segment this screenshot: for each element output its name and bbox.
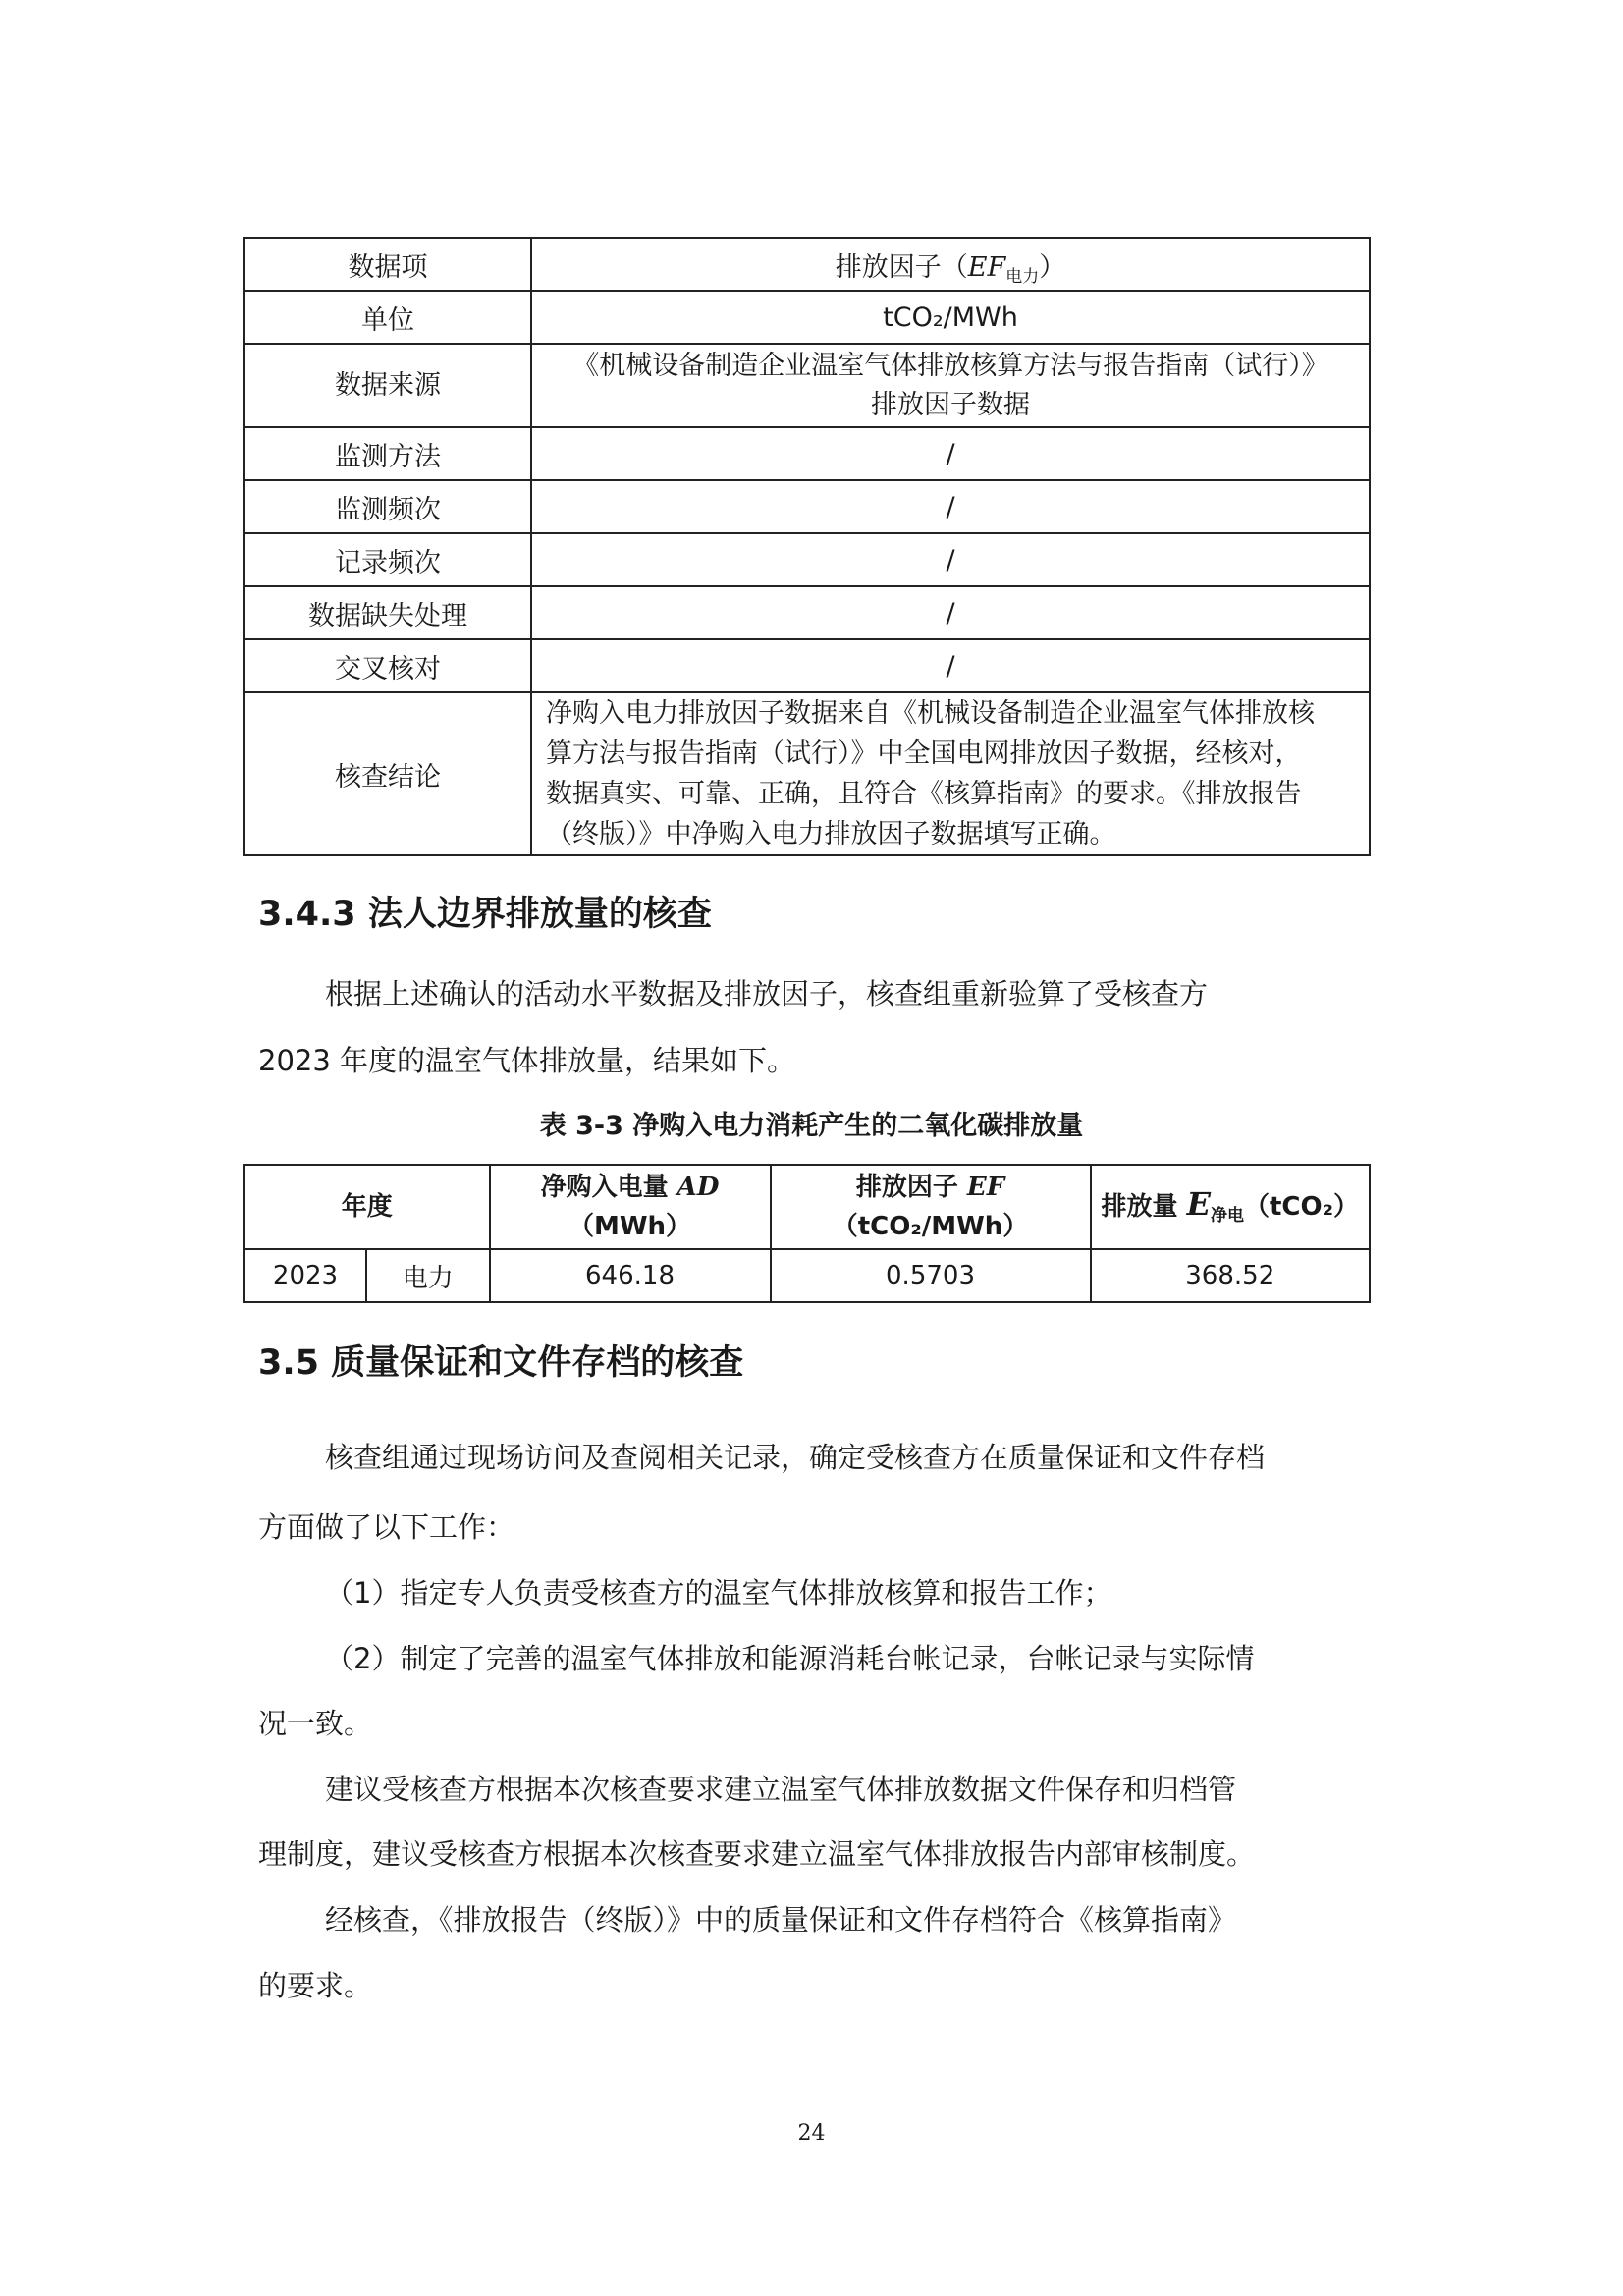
row-label: 数据项 [244, 238, 531, 291]
row-value: / [531, 480, 1370, 533]
cell-year: 2023 [244, 1249, 366, 1302]
conclusion-text: 净购入电力排放因子数据来自《机械设备制造企业温室气体排放核 算方法与报告指南（试行）》中全国电网排放因子数据，经核对， 数据真实、可靠、正确，且符合《核算指南》的要求。《排放报告 （终版）》中净购入电力排放因子数据填写正确。 [531, 692, 1370, 855]
row-label: 核查结论 [244, 692, 531, 855]
paragraph-line: 经核查，《排放报告（终版）》中的质量保证和文件存档符合《核算指南》 [325, 1903, 1237, 1937]
header-ef: 排放因子 EF （tCO₂/MWh） [771, 1165, 1091, 1249]
table-row [244, 692, 1370, 855]
row-value: 《机械设备制造企业温室气体排放核算方法与报告指南（试行）》 排放因子数据 [531, 344, 1370, 427]
table-row [244, 586, 1370, 639]
cell-ad: 646.18 [490, 1249, 771, 1302]
section-heading-3-5: 3.5 质量保证和文件存档的核查 [258, 1343, 744, 1383]
row-value: 排放因子$(EF_{电力})$ [531, 238, 1370, 291]
table-row [244, 1249, 1370, 1302]
header-ad: 净购入电量 AD （MWh） [490, 1165, 771, 1249]
row-label: 数据来源 [244, 344, 531, 427]
paragraph-line: 根据上述确认的活动水平数据及排放因子，核查组重新验算了受核查方 [325, 977, 1209, 1011]
emission-factor-table [243, 237, 1371, 856]
table-row [244, 344, 1370, 427]
paragraph-line: 理制度，建议受核查方根据本次核查要求建立温室气体排放报告内部审核制度。 [258, 1837, 1256, 1871]
paragraph-line: 2023 年度的温室气体排放量，结果如下。 [258, 1044, 796, 1077]
table-row [244, 533, 1370, 586]
table-row [244, 427, 1370, 480]
section-heading-3-4-3: 3.4.3 法人边界排放量的核查 [258, 895, 712, 934]
row-label: 交叉核对 [244, 639, 531, 692]
page-number: 24 [797, 2121, 826, 2146]
table-row [244, 291, 1370, 344]
cell-ef: 0.5703 [771, 1249, 1091, 1302]
row-value: / [531, 533, 1370, 586]
paragraph-line: 建议受核查方根据本次核查要求建立温室气体排放数据文件保存和归档管 [325, 1773, 1237, 1806]
list-item: （2）制定了完善的温室气体排放和能源消耗台帐记录，台帐记录与实际情 [325, 1642, 1255, 1675]
row-value: tCO₂/MWh [531, 291, 1370, 344]
row-label: 监测方法 [244, 427, 531, 480]
row-value: / [531, 427, 1370, 480]
table-caption: 表 3-3 净购入电力消耗产生的二氧化碳排放量 [539, 1111, 1084, 1141]
row-label: 记录频次 [244, 533, 531, 586]
paragraph-line: 方面做了以下工作： [258, 1510, 515, 1544]
row-label: 监测频次 [244, 480, 531, 533]
table-row [244, 238, 1370, 291]
table-row [244, 639, 1370, 692]
cell-emission: 368.52 [1091, 1249, 1370, 1302]
list-item: （1）指定专人负责受核查方的温室气体排放核算和报告工作； [325, 1576, 1112, 1610]
paragraph-line: 况一致。 [258, 1707, 373, 1740]
row-value: / [531, 586, 1370, 639]
emission-table [243, 1164, 1371, 1303]
cell-type: 电力 [366, 1249, 490, 1302]
row-label: 单位 [244, 291, 531, 344]
table-header-row [244, 1165, 1370, 1249]
header-year: 年度 [244, 1165, 490, 1249]
header-emission: 排放量 $E_{净电}(tCO_2)$ [1091, 1165, 1370, 1249]
table-row [244, 480, 1370, 533]
paragraph-line: 核查组通过现场访问及查阅相关记录，确定受核查方在质量保证和文件存档 [325, 1441, 1266, 1474]
paragraph-line: 的要求。 [258, 1969, 373, 2002]
row-label: 数据缺失处理 [244, 586, 531, 639]
row-value: / [531, 639, 1370, 692]
